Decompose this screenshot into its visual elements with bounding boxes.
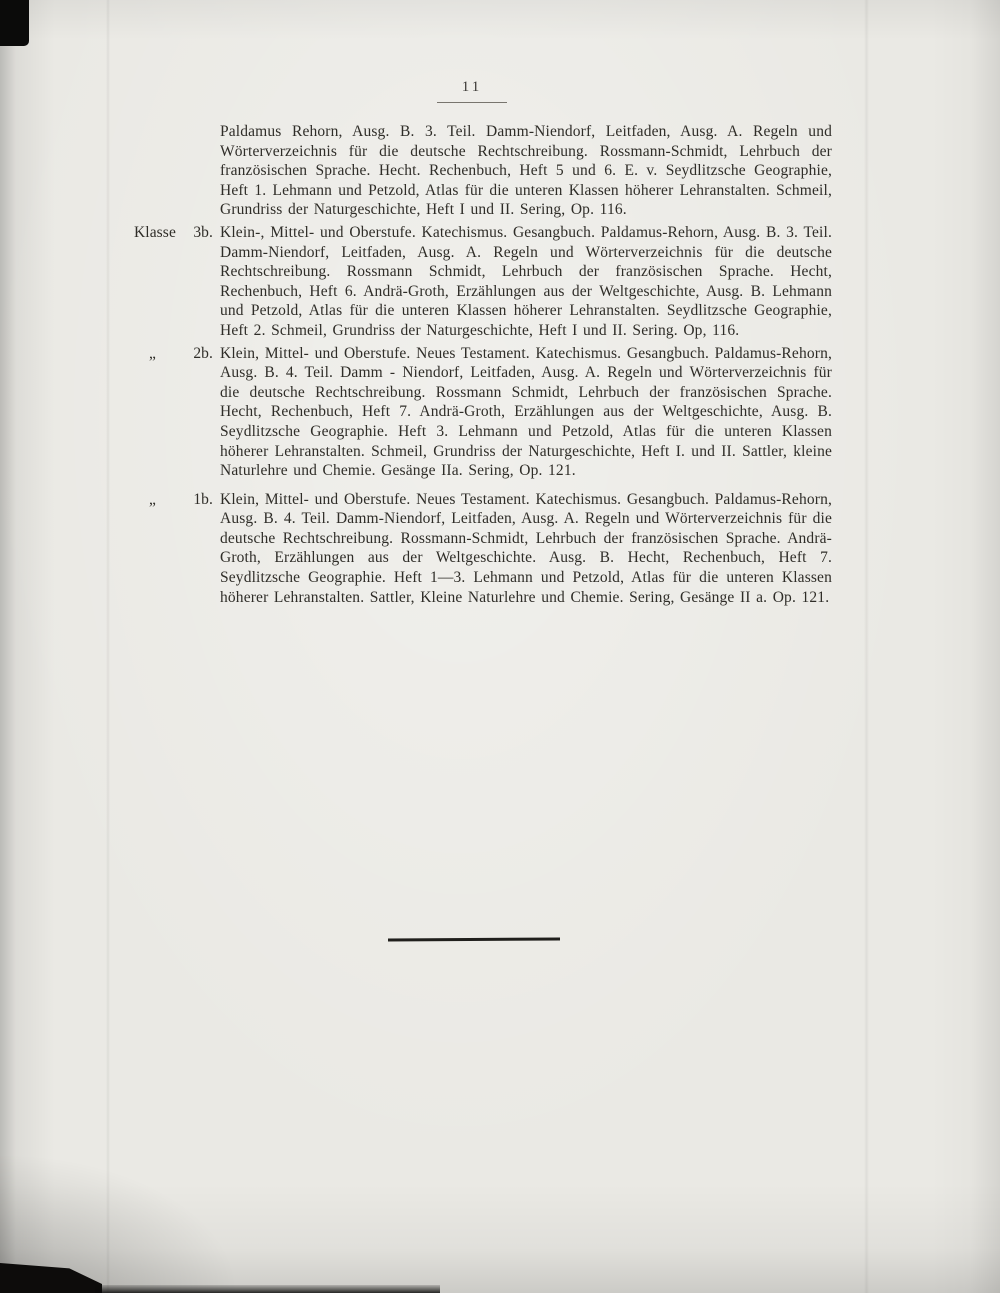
paragraph-text: Klein, Mittel- und Oberstufe. Neues Testament. Katechismus. Gesangbuch. Paldamus-Rehorn, Ausg. B. 4. Teil. Damm-Niendorf, Leitfaden, Ausg. A. Regeln und Wörterverzeichnis für die deutsche Rechtschreibung. Rossmann-Schmidt, Lehrbuch der französischen Sprache. Andrä-Groth, Erzählungen aus der Weltgeschichte. Ausg. B. Hecht, Rechenbuch, Heft 7. Seydlitzsche Geographie. Heft 1—3. Lehmann und Petzold, Atlas für die unteren Klassen höherer Lehranstalten. Sattler, Kleine Naturlehre und Chemie. Sering, Gesänge II a. Op. 121. xyxy=(220,490,832,606)
entry-label-number: 3b. xyxy=(193,223,213,241)
paragraph-klasse-1b xyxy=(149,490,832,608)
ditto-mark: „ xyxy=(149,344,156,362)
paragraph-klasse-2b xyxy=(149,344,832,481)
paragraph-text: Klein-, Mittel- und Oberstufe. Katechismus. Gesangbuch. Paldamus-Rehorn, Ausg. B. 3. Teil. Damm-Niendorf, Leitfaden, Ausg. A. Regeln und Wörterverzeichnis für die deutsche Rechtschreibung. Rossmann Schmidt, Lehrbuch der französischen Sprache. Hecht, Rechenbuch, Heft 6. Andrä-Groth, Erzählungen aus der Weltgeschichte, Ausg. B. Lehmann und Petzold, Atlas für die unteren Klassen höherer Lehranstalten. Seydlitzsche Geographie, Heft 2. Schmeil, Grundriss der Naturgeschichte, Heft I und II. Sering. Op, 116. xyxy=(220,223,832,339)
scan-strip-bottom xyxy=(95,1285,440,1293)
fold-line-right xyxy=(864,0,869,1293)
entry-label-number: 2b. xyxy=(193,344,213,362)
entry-label xyxy=(134,344,213,364)
entry-label-number: 1b. xyxy=(193,490,213,508)
page-number: 11 xyxy=(461,79,483,95)
entry-label xyxy=(134,490,213,510)
text-block xyxy=(134,122,832,607)
paragraph-text: Paldamus Rehorn, Ausg. B. 3. Teil. Damm-Niendorf, Leitfaden, Ausg. A. Regeln und Wörterverzeichnis für die deutsche Rechtschreibung. Rossmann-Schmidt, Lehrbuch der französischen Sprache. Hecht. Rechenbuch, Heft 5 und 6. E. v. Seydlitzsche Geographie, Heft 1. Lehmann und Petzold, Atlas für die unteren Klassen höherer Lehranstalten. Schmeil, Grundriss der Naturgeschichte, Heft I und II. Sering, Op. 116. xyxy=(220,123,832,219)
entry-label-left: Klasse xyxy=(134,223,176,241)
paragraph-text: Klein, Mittel- und Oberstufe. Neues Testament. Katechismus. Gesangbuch. Paldamus-Rehorn, Ausg. B. 4. Teil. Damm - Niendorf, Leitfaden, Ausg. A. Regeln und Wörterverzeichnis für die deutsche Rechtschreibung. Rossmann Schmidt, Lehrbuch der französischen Sprache. Hecht, Rechenbuch, Heft 7. Andrä-Groth, Erzählungen aus der Weltgeschichte, Ausg. B. Seydlitzsche Geographie. Heft 3. Lehmann und Petzold, Atlas für die unteren Klassen höherer Lehranstalten. Schmeil, Grundriss der Naturgeschichte, Heft I. und II. Sattler, kleine Naturlehre und Chemie. Gesänge IIa. Sering, Op. 121. xyxy=(220,344,832,480)
end-of-section-rule xyxy=(388,937,560,941)
paragraph-continuation xyxy=(220,122,832,220)
fold-line-left xyxy=(106,0,110,1293)
entry-label xyxy=(134,223,213,243)
paragraph-klasse-3b xyxy=(134,223,832,341)
page-header xyxy=(437,78,507,103)
ditto-mark: „ xyxy=(149,490,156,508)
scan-mark-top-left xyxy=(0,0,29,46)
